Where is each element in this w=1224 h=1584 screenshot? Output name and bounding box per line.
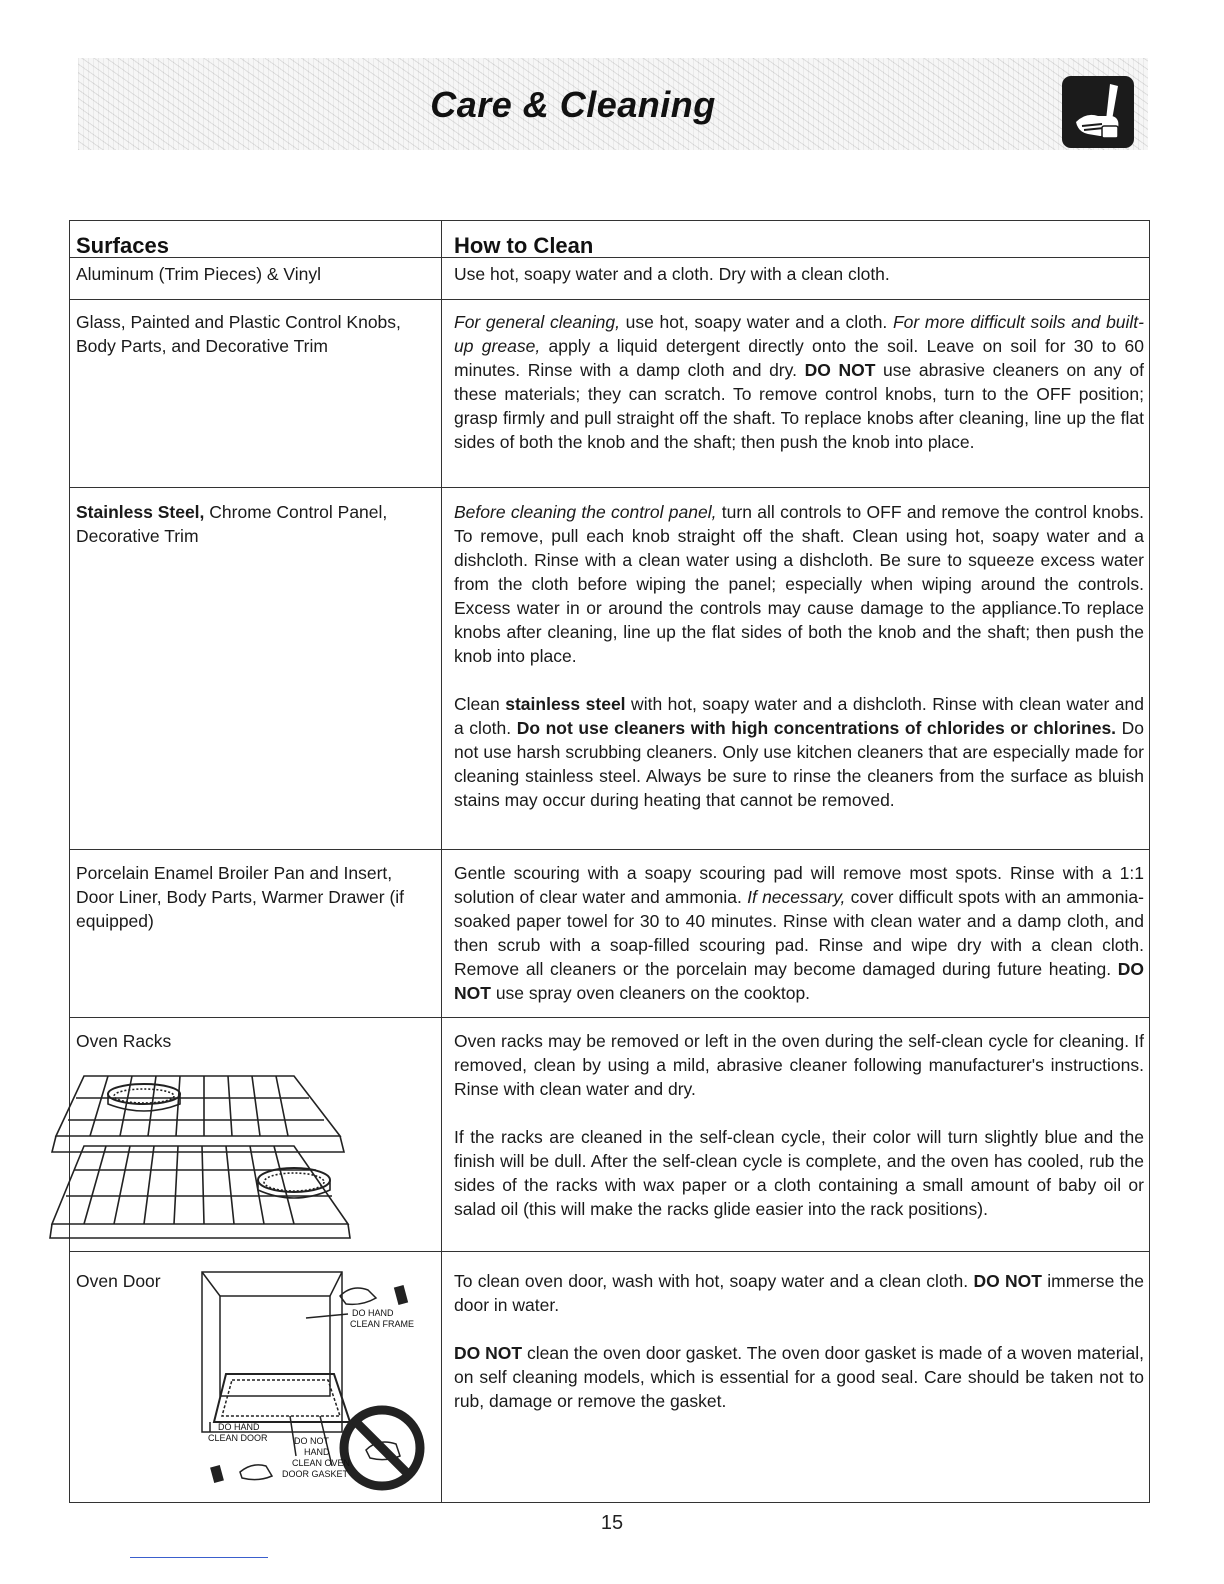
how-aluminum: Use hot, soapy water and a cloth. Dry with a clean cloth. [454, 264, 890, 284]
surface-aluminum: Aluminum (Trim Pieces) & Vinyl [76, 264, 322, 284]
column-header-how-to-clean: How to Clean [454, 233, 594, 258]
how-porcelain: Gentle scouring with a soapy scouring pad will remove most spots. Rinse with a 1:1 solution of clear water and ammonia. If necessary, cover difficult spots with an ammonia-soaked paper towel for 30 to 40 minutes. Rinse with clean water and a damp cloth, and then scrub with a soap-filled scouring pad. Rinse and wipe dry with a clean cloth. Remove all cleaners or the porcelain may become damaged during future heating. DO NOT use spray oven cleaners on the cooktop. [454, 863, 1144, 1003]
surface-oven-racks: Oven Racks [76, 1031, 172, 1051]
oven-racks-illustration [44, 1056, 360, 1242]
surface-oven-door: Oven Door [76, 1271, 161, 1291]
surface-stainless: Stainless Steel, Chrome Control Panel, Decorative Trim [76, 502, 388, 546]
label-gasket-2: HAND [304, 1447, 330, 1457]
label-do-hand-clean-frame-2: CLEAN FRAME [350, 1319, 415, 1329]
label-do-hand-clean-frame-1: DO HAND [352, 1308, 394, 1318]
how-stainless: Before cleaning the control panel, turn all controls to OFF and remove the control knobs. To remove, pull each knob straight off the shaft. Clean using hot, soapy water and a dishcloth. Rinse with a clean water using a dishcloth. Be sure to squeeze excess water from the cloth before wiping the panel; especially when wiping around the controls. Excess water in or around the controls may cause damage to the appliance.To replace knobs after cleaning, line up the flat sides of both the knob and the shaft; then push the knob into place. Clean stainless steel with hot, soapy water and a dishcloth. Rinse with clean water and a cloth. Do not use cleaners with high concentrations of chlorides or chlorines. Do not use harsh scrubbing cleaners. Only use kitchen cleaners that are especially made for cleaning stainless steel. Always be sure to rinse the cleaners from the surface as bluish stains may occur during heating that cannot be removed. [454, 502, 1144, 810]
label-gasket-3: CLEAN OVEN [292, 1458, 351, 1468]
how-glass: For general cleaning, use hot, soapy water and a cloth. For more difficult soils and built-up grease, apply a liquid detergent directly onto the soil. Leave on soil for 30 to 60 minutes. Rinse with a damp cloth and dry. DO NOT use abrasive cleaners on any of these materials; they can scratch. To remove control knobs, turn to the OFF position; grasp firmly and pull straight off the shaft. To replace knobs after cleaning, line up the flat sides of both the knob and the shaft; then push the knob into place. [454, 312, 1144, 452]
column-header-surfaces: Surfaces [76, 233, 169, 258]
surface-glass: Glass, Painted and Plastic Control Knobs, Body Parts, and Decorative Trim [76, 312, 401, 356]
label-do-hand-clean-door-2: CLEAN DOOR [208, 1433, 268, 1443]
oven-door-illustration [200, 1266, 432, 1496]
header-banner [78, 58, 1148, 150]
footer-rule [130, 1557, 268, 1558]
how-oven-door: To clean oven door, wash with hot, soapy water and a clean cloth. DO NOT immerse the door in water. DO NOT clean the oven door gasket. The oven door gasket is made of a woven material, on self cleaning models, which is essential for a good seal. Care should be taken not to rub, damage or remove the gasket. [454, 1271, 1144, 1411]
label-gasket-4: DOOR GASKET [282, 1469, 349, 1479]
page-number: 15 [600, 1512, 624, 1534]
label-gasket-1: DO NOT [294, 1436, 329, 1446]
hand-cleaning-icon [1062, 76, 1134, 148]
how-oven-racks: Oven racks may be removed or left in the oven during the self-clean cycle for cleaning. If removed, clean by using a mild, abrasive cleaner following manufacturer's instructions. Rinse with clean water and dry. If the racks are cleaned in the self-clean cycle, their color will turn slightly blue and the finish will be dull. After the self-clean cycle is complete, and the oven has cooled, rub the sides of the racks with wax paper or a cloth containing a small amount of baby oil or salad oil (this will make the racks glide easier into the rack positions). [454, 1031, 1144, 1219]
page-title: Care & Cleaning [430, 84, 716, 125]
label-do-hand-clean-door-1: DO HAND [218, 1422, 260, 1432]
surface-porcelain: Porcelain Enamel Broiler Pan and Insert, Door Liner, Body Parts, Warmer Drawer (if equipped) [76, 863, 405, 931]
